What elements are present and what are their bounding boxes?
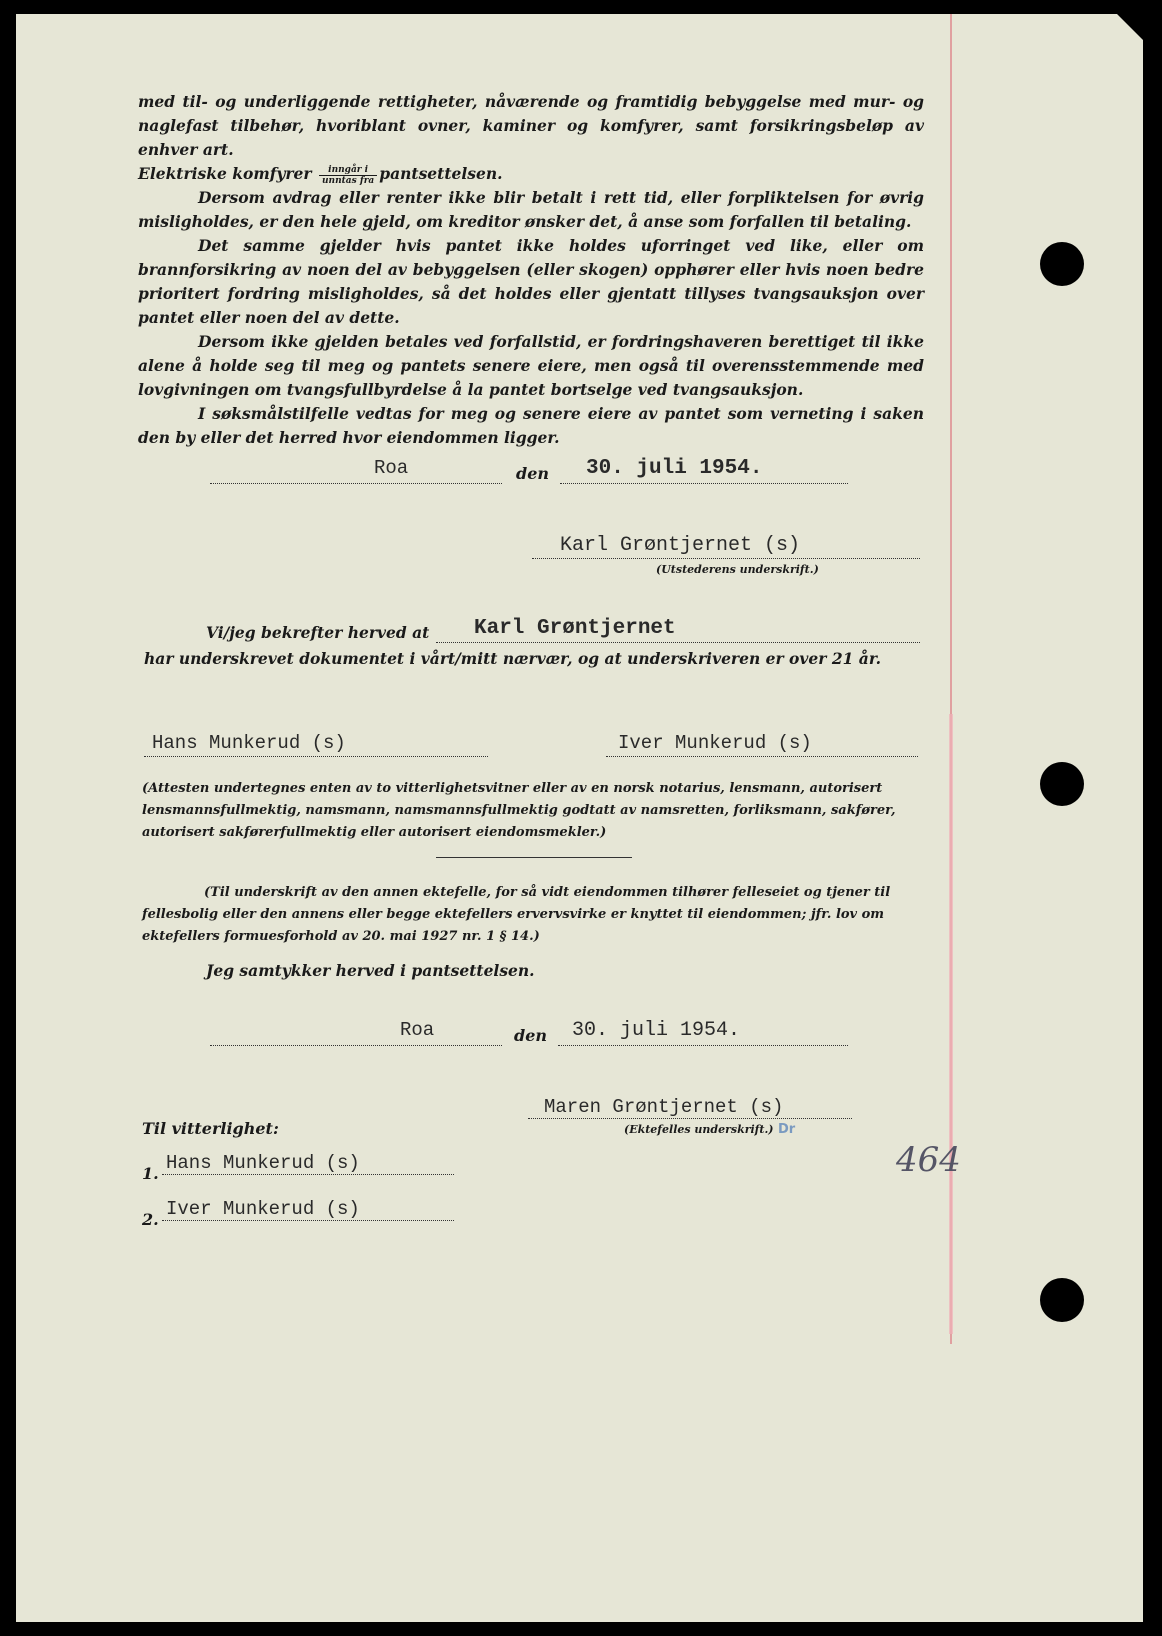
attestation-note: (Attesten undertegnes enten av to vitterlighetsvitner eller av en norsk notarius, lensmann, autorisert lensmannsfullmektig, namsmann, namsmannsfullmektig godtatt av namsretten, forliksmann, sakfører, autorisert sakførerfullmektig eller autorisert eiendomsmekler.): [142, 781, 896, 840]
issuer-signature-caption: (Utstederens underskrift.): [656, 563, 819, 576]
document-page: [16, 14, 1143, 1622]
spouse-signature-line: [528, 1118, 852, 1119]
witness-number-1: 1.: [142, 1164, 159, 1183]
witness2-signature: Iver Munkerud (s): [618, 732, 812, 754]
spouse-den-label: den: [514, 1026, 547, 1045]
date-line: [560, 483, 848, 484]
spouse-place-value: Roa: [400, 1019, 435, 1041]
attestation-line2: har underskrevet dokumentet i vårt/mitt nærvær, og at underskriveren er over 21 år.: [144, 649, 881, 668]
attestation-prefix: Vi/jeg bekrefter herved at: [206, 623, 430, 642]
spouse-place-line: [210, 1045, 502, 1046]
paragraph-venue: I søksmålstilfelle vedtas for meg og senere eiere av pantet som verneting i saken den by eller det herred hvor eiendommen ligger.: [138, 404, 924, 447]
margin-line-smudge: [949, 714, 953, 1334]
paragraph-default: Dersom avdrag eller renter ikke blir betalt i rett tid, eller forpliktelsen for øvrig misligholdes, er den hele gjeld, om kreditor ønsker det, å anse som forfallen til betaling.: [138, 188, 924, 231]
spouse-witness1-signature: Hans Munkerud (s): [166, 1152, 360, 1174]
spouse-signature-caption: (Ektefelles underskrift.): [624, 1123, 774, 1136]
issuer-signature: Karl Grøntjernet (s): [560, 534, 801, 557]
place-value: Roa: [374, 457, 409, 479]
place-line: [210, 483, 502, 484]
date-value: 30. juli 1954.: [586, 457, 763, 480]
spouse-signature: Maren Grøntjernet (s): [544, 1096, 784, 1118]
attestation-signer-line: [436, 642, 920, 643]
spouse-note: (Til underskrift av den annen ektefelle, for så vidt eiendommen tilhører felleseiet og tjener til fellesbolig eller den annens eller begge ektefellers ervervsvirke er knyttet til eiendommen; jfr. lov om ektefellers formuesforhold av 20. mai 1927 nr. 1 § 14.): [142, 885, 891, 944]
spouse-date-value: 30. juli 1954.: [572, 1019, 741, 1042]
spouse-date-line: [558, 1045, 848, 1046]
paragraph-enforcement: Dersom ikke gjelden betales ved forfallstid, er fordringshaveren berettiget til ikke alene å holde seg til meg og pantets senere eiere, men også til overensstemmende med lovgivningen om tvangsfullbyrdelse å la pantet bortselge ved tvangsauksjon.: [138, 332, 924, 399]
paragraph-impairment: Det samme gjelder hvis pantet ikke holdes uforringet ved like, eller om brannforsikring av noen del av bebyggelsen (eller skogen) opphører eller hvis noen bedre prioritert fordring misligholdes, så det holdes eller gjentatt tillyses tvangsauksjon over pantet eller noen del av dette.: [138, 236, 924, 327]
witness2-line: [606, 756, 918, 757]
til-vitterlighet-label: Til vitterlighet:: [142, 1119, 279, 1138]
spouse-witness2-line: [162, 1220, 454, 1221]
folded-corner: [1117, 14, 1143, 40]
punch-hole-middle: [1040, 762, 1084, 806]
punch-hole-top: [1040, 242, 1084, 286]
separator-rule: [436, 857, 632, 858]
witness-number-2: 2.: [142, 1210, 159, 1229]
fraction-inngar-unntas: $\frac{\text{inngår i}}{\text{unntas fra}}$: [319, 165, 377, 186]
pencil-page-number: 464: [896, 1140, 961, 1180]
punch-hole-bottom: [1040, 1278, 1084, 1322]
spouse-witness1-line: [162, 1174, 454, 1175]
witness1-signature: Hans Munkerud (s): [152, 732, 346, 754]
issuer-signature-line: [532, 558, 920, 559]
den-label: den: [516, 464, 549, 483]
stamp-mark: Dr: [778, 1122, 796, 1137]
witness1-line: [144, 756, 488, 757]
spouse-consent: Jeg samtykker herved i pantsettelsen.: [206, 961, 535, 980]
spouse-witness2-signature: Iver Munkerud (s): [166, 1198, 360, 1220]
body-text: [138, 90, 924, 450]
attestation-signer: Karl Grøntjernet: [474, 617, 676, 640]
paragraph-fixtures: med til- og underliggende rettigheter, nåværende og framtidig bebyggelse med mur- og naglefast tilbehør, hvoriblant ovner, kaminer og komfyrer, samt forsikringsbeløp av enhver art. Elektriske komfyrer $\frac{\text{inngår i}}{\text{unntas fra}}$ pantsettelsen.: [138, 92, 924, 186]
